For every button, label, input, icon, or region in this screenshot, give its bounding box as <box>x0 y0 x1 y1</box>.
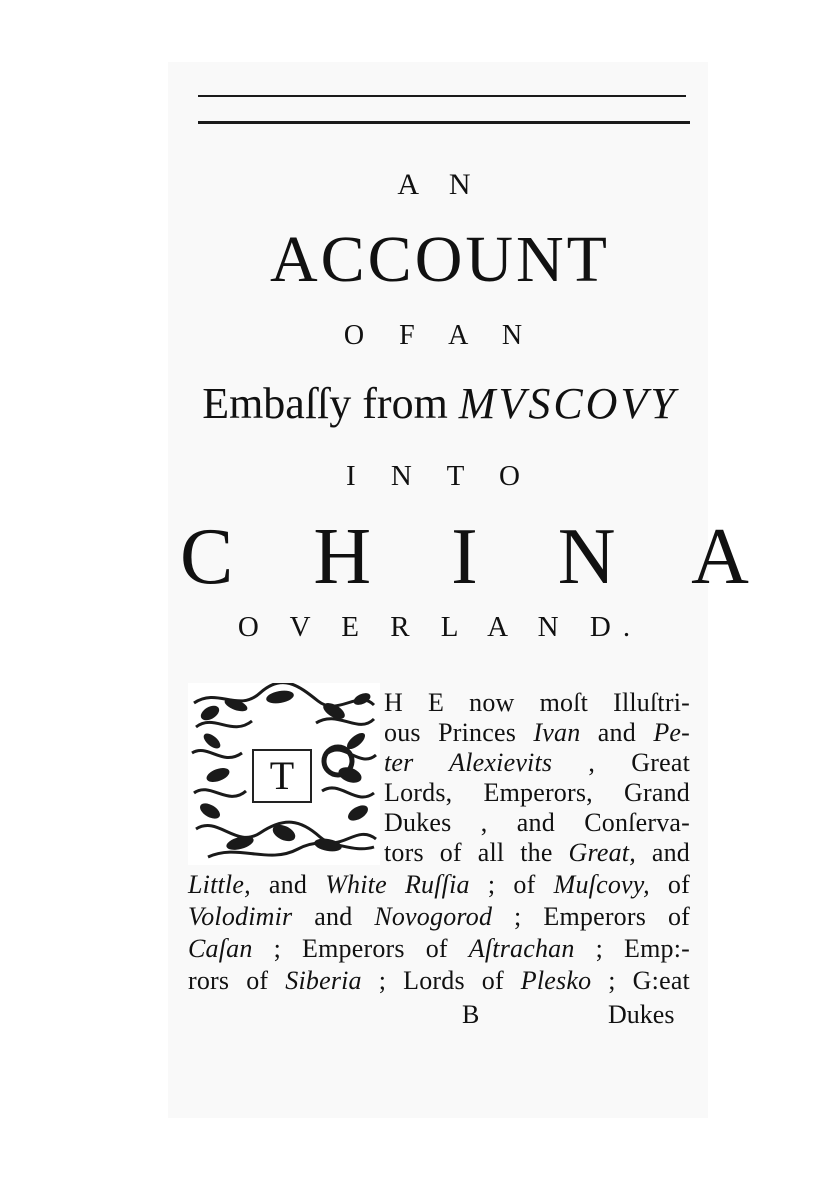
body-name-casan: Caſan <box>188 934 253 963</box>
body-text: of <box>649 870 690 899</box>
body-name-plesko: Plesko <box>520 966 592 995</box>
body-name-great: Great, <box>568 838 636 867</box>
signature-mark: B <box>462 1000 480 1029</box>
title-into: I N T O <box>346 460 534 492</box>
body-line-5: Dukes , and Conſerva- <box>384 808 690 837</box>
body-name-ivan: Ivan <box>533 718 581 747</box>
body-name-alexievits: ter Alexievits <box>384 748 553 777</box>
ornamental-initial-icon <box>188 683 380 865</box>
body-text: and <box>635 838 691 867</box>
body-name-novogorod: Novogorod <box>374 902 493 931</box>
catchword: Dukes <box>608 1000 675 1029</box>
body-text: ; Emperors of <box>252 934 469 963</box>
body-name-peter: Pe- <box>653 718 691 747</box>
body-line-4: Lords, Emperors, Grand <box>384 778 690 807</box>
top-thick-rule <box>198 121 690 124</box>
body-name-siberia: Siberia <box>285 966 362 995</box>
body-text: , Great <box>552 748 690 777</box>
body-line-2 <box>384 718 690 748</box>
body-name-white-russia: White Ruſſia <box>325 870 470 899</box>
body-text: ous Princes <box>384 718 534 747</box>
title-of-an: O F A N <box>343 320 537 351</box>
body-name-muscovy: Muſcovy, <box>553 870 650 899</box>
initial-letter: T <box>252 749 312 803</box>
body-text: rors of <box>188 966 286 995</box>
body-name-volodimir: Volodimir <box>188 902 293 931</box>
title-embassy-country: MVSCOVY <box>458 379 678 428</box>
title-an: A N <box>397 168 483 201</box>
body-text: and <box>580 718 654 747</box>
body-text: tors of all the <box>384 838 569 867</box>
body-line-10 <box>188 966 690 996</box>
body-line-8 <box>188 902 690 932</box>
body-text: ; Emperors of <box>492 902 690 931</box>
body-text: and <box>292 902 375 931</box>
body-name-little: Little, <box>188 870 251 899</box>
title-china: C H I N A <box>180 513 779 601</box>
title-embassy <box>160 378 720 429</box>
body-name-astrachan: Aſtrachan <box>468 934 575 963</box>
body-line-7 <box>188 870 690 900</box>
body-line-1: H E now moſt Illuſtri- <box>384 688 690 717</box>
body-line-9 <box>188 934 690 964</box>
body-text: ; G:eat <box>591 966 690 995</box>
body-text: ; Lords of <box>361 966 521 995</box>
title-embassy-prefix: Embaſſy from <box>202 379 459 428</box>
title-over-land: O V E R L A N D. <box>237 611 643 643</box>
body-text: and <box>250 870 326 899</box>
body-text: ; Emp:- <box>574 934 691 963</box>
body-text: ; of <box>469 870 554 899</box>
top-thin-rule <box>198 95 686 97</box>
body-line-6 <box>384 838 690 868</box>
body-line-3 <box>384 748 690 778</box>
title-account: ACCOUNT <box>269 223 610 296</box>
